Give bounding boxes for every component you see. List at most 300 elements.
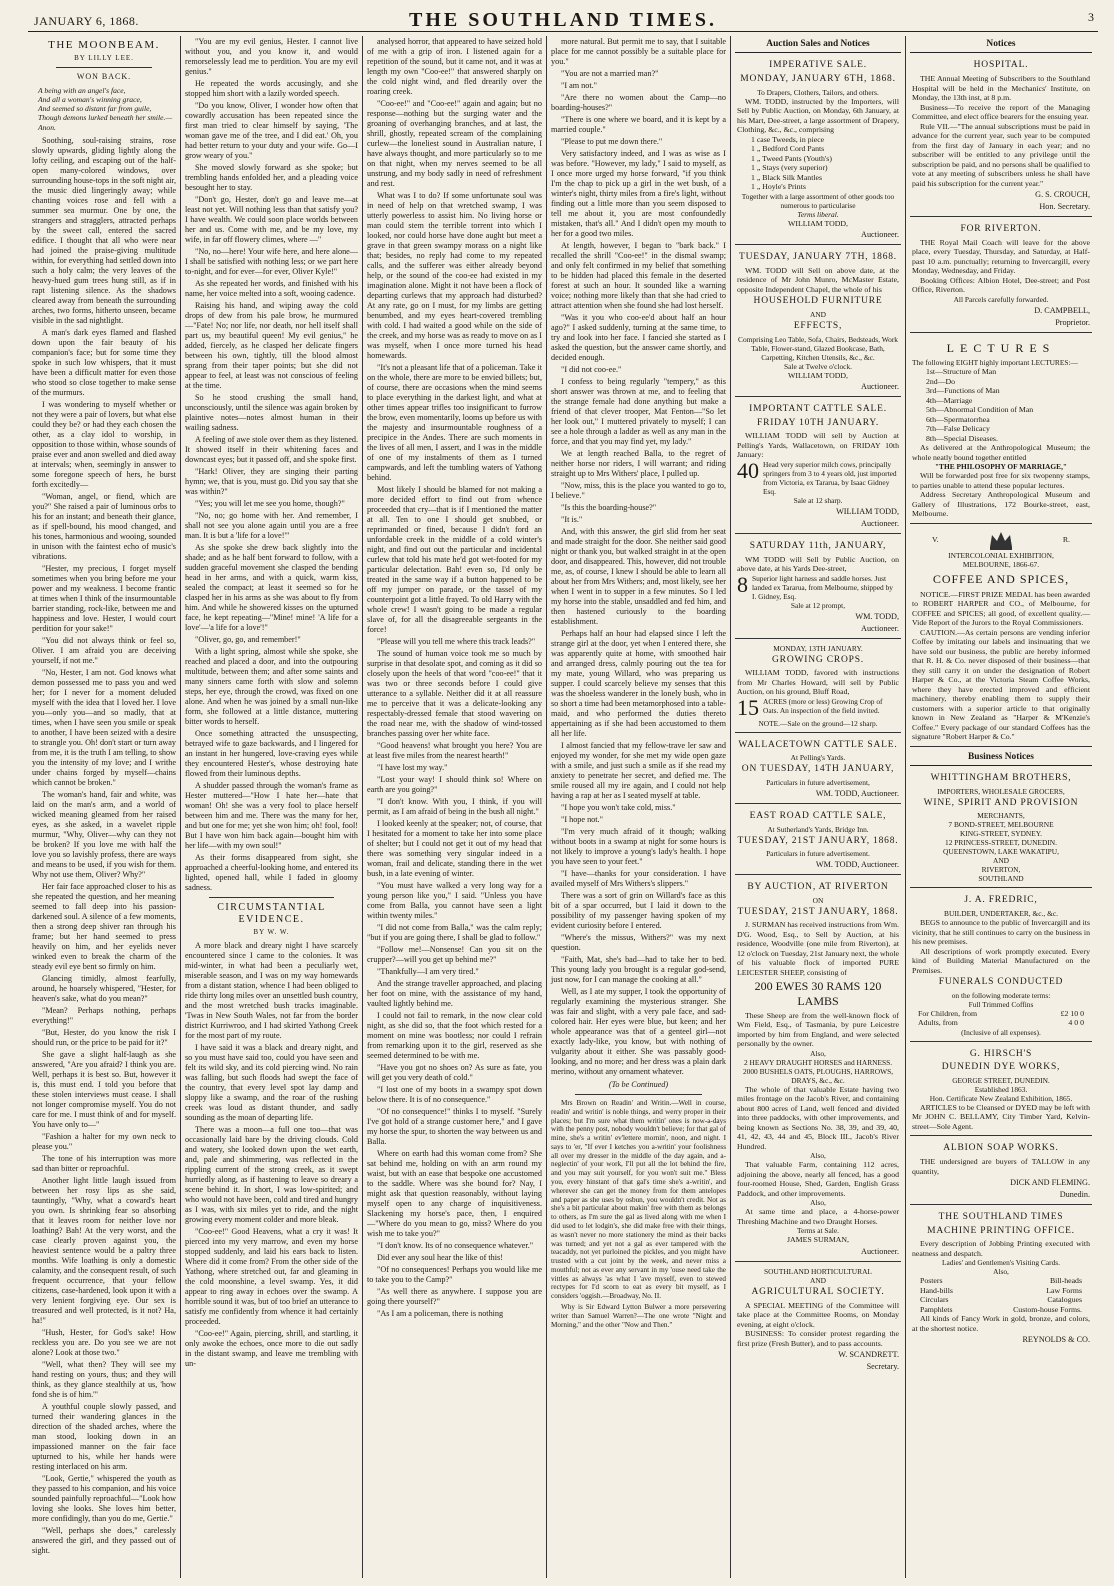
list-item: 1 „ Tweed Pants (Youth's) xyxy=(751,153,832,163)
column-notices xyxy=(906,37,1096,1577)
ad-line: AND xyxy=(809,309,826,319)
divider xyxy=(56,67,152,68)
ad-line: MERCHANTS, xyxy=(977,811,1025,821)
to-be-continued: (To be Continued) xyxy=(608,1080,669,1089)
paragraph: "I did not come from Balla," was the calm reply; "but if you are going there, I shall be glad to follow." xyxy=(367,923,542,942)
auction-ad xyxy=(735,56,901,245)
paragraph: Mrs Brown on Readin' and Writin.—Well in course, readin' and writin' is noble things, and werry proper in their places; but I'm sure what them writin' ones is now-a-days with the penny post, nobody wouldn't believe; for that gal of mine, she's a writin' ev'lettere mornin', noon, and night. I says to 'er, "If ever I ketches you a-writin' your foolishness all over my dresser in the middle of the day again, and a-neglectin' of your work, I'll put all the lot behind the fire, and you may suit yourself, for you won't suit me." Bless you, every hinstant of that gal's time she's a-writin', and wherever she can get the money from for them antelopes and paper as she uses by osbun, you wouldn't credit. Not as she's a bit particular about makin' free with them as belongs to others, as I'm sure the gal as lived along with me when I did used to let lodgin's, she did make free with their things, as wasn't never no more stationery the mind as their backs was turned; and yet not a gal as ever tampered with the teacaddy, not yet purloined the pickles, and you might have trusted with a cut joint by the week, and never miss a mouthful; not as ever any servant in my 'ouse need take the vittles as always 'as what I 'ave myself, even to stewed rectypes for I'd scorn to eat as every bit myself, as I considers 'oggish.—Broadway, No. II. xyxy=(551,1099,726,1301)
ad-number: 40 xyxy=(737,457,759,483)
ad-title: FOR RIVERTON. xyxy=(960,224,1042,235)
ad-signature: JAMES SURMAN, xyxy=(787,1235,849,1245)
paragraph: "I have lost my way." xyxy=(377,763,448,772)
ad-body: WM. TODD will Sell on above date, at the residence of Mr John Munro, McMaster Estate, opposite Independent Chapel, the whole of his xyxy=(737,265,899,294)
paragraph: Another light little laugh issued from between her rosy lips as she said, tauntingly, "Why, what a coward's heart you own. Is shrinking fear so absorbing that it leaves room for neither love nor loathing? Bah! At the very worst, and the case clearly proven against you, the heaviest sentence would be a paltry three months. Wife loathing is only a domestic calamity, and the consequent result, of such frequent occurrence, that your fellow citizens, case-hardened, look upon it with a very lenient forgiving eye. Our sex is treasured and well protected, is it not? Ha, ha!" xyxy=(32,1175,176,1325)
list-item: 4th—Marriage xyxy=(926,395,973,405)
ad-title: SOUTHLAND HORTICULTURAL xyxy=(764,1266,872,1276)
paragraph: "Do you know, Oliver, I wonder how often that cowardly accusation has been repeated since the first man tried to clear himself by saying, 'The woman gave me of the tree, and I did eat.' Oh, you had better return to your duty and your wife. Go—I grow weary of you." xyxy=(185,101,358,160)
paragraph: The woman's hand, fair and white, was laid on the man's arm, and a world of wicked meaning gleamed from her raised eyes, as she asked, in a wavelet ripple murmur, "Why, Oliver—why can they not be broken? If you love me with half the love you so lavishly profess, there are ways and means to be used, if you wish for them. Why not use them, Oliver? Why?" xyxy=(32,789,176,879)
paragraph: I was wondering to myself whether or not they were a pair of lovers, but what else could they be? or had they each chosen the other, as a clay idol to worship, in opposition to those within, whose sounds of praise ever and anon swelled and died away at intervals; when, seemingly in answer to some foregone speech of hers, he burst forth excitedly— xyxy=(32,399,176,489)
ad-title: LECTURES xyxy=(946,340,1056,355)
ad-signature: D. CAMPBELL, xyxy=(1034,305,1090,315)
ad-role: Secretary. xyxy=(866,1362,899,1372)
paragraph: Well, as I ate my supper, I took the opportunity of regularly examining the mysterious stranger. She was fair and slight, with a very pale face, and sad-colored hair. Her eyes were blue, but keen; and her whole appearance was that of a genteel girl—not exactly lady-like, you know, but with nothing of vulgarity about it either. She was passably good-looking, and no more; and her dress was a plain dark merino, without any ornament whatever. xyxy=(551,987,726,1076)
epigraph-line: A being with an angel's face, xyxy=(38,85,126,95)
list-item: 1 „ Black Silk Mantles xyxy=(751,172,823,182)
paragraph: "There is one where we board, and it is kept by a married couple." xyxy=(551,115,726,134)
ad-line: Superior light harness and saddle horses. Just landed ex Tararua, from Melbourne, shipped by I. Gidney, Esq. xyxy=(752,573,893,601)
list-item: 1st—Structure of Man xyxy=(926,367,997,377)
ad-line: AND xyxy=(992,856,1009,866)
service-item: Hand-bills xyxy=(920,1285,953,1295)
divider xyxy=(575,1094,702,1095)
service-item: Pamphlets xyxy=(920,1304,953,1314)
paragraph: I confess to being regularly "tempery," as this short answer was thrown at me, and to feeling that the strange female had done anything but make a friend of that clever trooper, Mat Fenton—"So let her look out," I muttered privately to myself; I can see a hole through a ladder as well as any man in the force, and that you may find yet, my lady." xyxy=(551,377,726,446)
paragraph: Did ever any soul hear the like of this! xyxy=(377,1253,503,1262)
paragraph: Glancing timidly, almost fearfully, around, he hoarsely whispered, "Hester, for heaven's sake, what do you mean?" xyxy=(32,973,176,1003)
epigraph-line: And all a woman's winning grace, xyxy=(38,94,142,104)
ad-line: Also, xyxy=(810,1151,826,1161)
ad-line: AND xyxy=(809,1275,826,1285)
paragraph: "I did not coo-ee." xyxy=(561,365,622,374)
paragraph: "You are my evil genius, Hester. I cannot live without you, and you know it, and would remorselessly lead me to perdition. You are my evil genius." xyxy=(185,37,358,76)
list-item: 1 „ Stays (very superior) xyxy=(751,163,828,173)
ad-line: 2 HEAVY DRAUGHT HORSES and HARNESS. xyxy=(743,1057,893,1067)
paragraph: With a light spring, almost while she spoke, she reached and placed a door, and into the outpouring multitude, between them; and after some saints and many sinners came forth with slow and solemn steps, her eye, through the crowd, was fixed on one alone. And when he was joined by a small nun-like form, she followed at a little distance, muttering bitter words to herself. xyxy=(185,647,358,726)
ad-body: The whole of that valuable Estate having two miles frontage on the Jacob's River, and containing about 800 acres of Land, well fenced and divided into three paddocks, with other improvements, and being known as Sections No. 38, 39, and 39, 40, 41, 42, 43, 44 and 45, Block III., Jacob's River Hundred. xyxy=(737,1084,899,1151)
service-item: Custom-house Forms. xyxy=(1013,1304,1082,1314)
auction-ad xyxy=(735,248,901,397)
section-header: Business Notices xyxy=(910,750,1092,766)
paragraph: The sound of human voice took me so much by surprise in that desolate spot, and coming as it did so closely upon the heels of that word "coo-ee!" that it was two or three seconds before I could give utterance to a syllable. Neither did it at all reassure me to perceive that it was a delicate-looking any respectably-dressed female that stood wavering on the road near me, with the shadow of wind-tossed branches passing over her white face. xyxy=(367,649,542,738)
paragraph: At length, however, I began to "bark back." I recalled the shrill "Coo-ee!" in the dismal swamp; and only felt confirmed in my belief that something to be hidden had placed this female in the deserted forest at such an hour. It sounded like a warning voice; nothing more likely than that she had cried to attract attention when she found she had lost herself. xyxy=(551,241,726,310)
ad-title: BY AUCTION, AT RIVERTON xyxy=(747,882,889,893)
paragraph: "Well, perhaps she does," carelessly answered the girl, and they passed out of sight. xyxy=(32,1525,176,1555)
ad-body: ARTICLES to be Cleansed or DYED may be left with Mr JOHN C. BELLAMY, City Timber Yard, Kelvin-street—Sole Agent. xyxy=(912,1102,1090,1131)
ad-line: Full Trimmed Coffins xyxy=(968,999,1034,1009)
ad-line: At Sutherland's Yards, Bridge Inn. xyxy=(767,824,869,834)
ad-role: Hon. Secretary. xyxy=(1039,202,1090,212)
price-label: Adults, from xyxy=(918,1018,958,1028)
ad-line: 7 BOND-STREET, MELBOURNE xyxy=(948,820,1054,830)
ad-body: NOTICE.—FIRST PRIZE MEDAL has been awarded to ROBERT HARPER and CO., of Melbourne, for COFFEE and SPICES; all good, of excellent quality.—Vide Report of the Jurors to the Royal Commissioners. xyxy=(912,589,1090,628)
ad-item xyxy=(737,571,899,601)
price-label: For Children, from xyxy=(918,1008,978,1018)
ad-body: J. SURMAN has received instructions from Wm. D'G. Wood, Esq., to Sell by Auction, at his residence, Woodville (one mile from Riverton), at 12 o'clock on Tuesday, 21st January next, the whole of his valuable flock of imported PURE LEICESTER SHEEP, consisting of xyxy=(737,920,900,977)
story-byline: BY W. W. xyxy=(253,928,290,937)
auction-ad xyxy=(735,807,901,875)
crest-letter: R. xyxy=(1062,535,1070,545)
paragraph: analysed horror, that appeared to have seized hold of me with a grip of iron. I listened again for a repetition of the sound, but it came not, and it was at length my own "Coo-ee!" that answered sharply on the cold night wind, and fled drearily over the roaring creek. xyxy=(367,37,542,96)
service-item: Law Forms xyxy=(1046,1285,1082,1295)
paragraph: There was a moon—a full one too—that was occasionally laid bare by the driving clouds. Cold and watery, she looked down upon the wet earth, and, pale and shimmering, was reflected in the rippling current of the strong creek, as it swept hurriedly along, as if hastening to leave so dreary a scene behind it. In short, I was low-spirited; and who would not have been, cold and tired and hungry as I was, with six miles yet to ride, and the night growing every moment colder and more bleak. xyxy=(185,1124,358,1224)
ad-line: Sale at 12 prompt, xyxy=(790,600,846,610)
ad-line: Particulars in future advertisement, xyxy=(766,777,870,787)
ad-body: Rule VII.—"The annual subscriptions must be paid in advance for the current year, such year to be computed from the first day of January in each year; and no subscriber will be entitled to any privilege until the subscription be paid, and no persons shall be qualified to vote at any meeting of subscribers unless he shall have paid his subscription for the current year." xyxy=(912,121,1090,188)
ad-body: BUSINESS: To consider protest regarding the first prize (Fresh Butter), and to pass accounts. xyxy=(737,1329,899,1348)
paragraph: I have said it was a black and dreary night, and so you must have said too, could you have seen and felt its wild sky, and its cold piercing wind. No rain was falling, but such floods had swept the face of the country, that every level spot lay damp and sloppy like a swamp, and the roar of the rushing creek was loud as distant thunder, and sadly sounding as the moan of departing life. xyxy=(185,1042,358,1122)
paragraph: "Oliver, go, go, and remember!" xyxy=(195,635,301,644)
ad-line: MELBOURNE, 1866-67. xyxy=(962,559,1040,569)
ad-body: All descriptions of work promptly executed. Every kind of Building Material Manufactured on the Premises. xyxy=(912,946,1090,975)
ad-line: Also, xyxy=(810,1198,826,1208)
ad-highlight: 200 EWES 30 RAMS 120 LAMBS xyxy=(754,979,882,1009)
royal-crest xyxy=(912,529,1090,551)
paragraph: "No, Hester, I am not. God knows what demon possessed me to pass you and wed her; for I never for a moment deluded myself with the idea that I loved her. I love you—only you—and so madly, that at times, when I have seen you smile or speak to another, I have been seized with a desire to strangle you. Oh! don't start or turn away from me, it is the truth I am telling, to show you the intensity of my love; and I writhe under chains forged by myself—chains which cannot be broken." xyxy=(32,667,176,787)
paragraph: What was I to do? If some unfortunate soul was in need of help on that wretched swamp, I was utterly powerless to assist him. No living horse or man could stem the terrible torrent into which I looked, nor could horse have done aught but meet a grave in that green swampy morass on a night like that; besides, no reply had come to my repeated calls, and the sufferer was either already beyond help, or the sound of the coo-ee had existed in my imagination alone. Might it not have been a flock of departing curlews that my approach had disturbed? At any rate, go on I must, for my limbs are getting benumbed, and my eyes heart-covered trembling with cold. I had waited a good while on the side of the creek, and my horse was as ready to move on as I was myself, when I once more turned his head homewards. xyxy=(367,191,542,360)
paragraph: "Now, miss, this is the place you wanted to go to, I believe." xyxy=(551,481,726,500)
ad-line: GEORGE STREET, DUNEDIN. xyxy=(952,1075,1050,1085)
ad-role: Auctioneer. xyxy=(861,1246,899,1256)
section-header: Auction Sales and Notices xyxy=(735,37,901,53)
ad-signature: WILLIAM TODD, xyxy=(788,218,848,228)
paragraph: "Please will you tell me where this track leads?" xyxy=(377,637,536,646)
business-ad xyxy=(910,1139,1092,1205)
epigraph xyxy=(32,86,176,132)
business-ad xyxy=(910,769,1092,888)
ad-body: A SPECIAL MEETING of the Committee will take place at the Committee Rooms, on Monday evening, at eight o'clock. xyxy=(737,1300,899,1329)
ad-line: Sale at 12 sharp. xyxy=(793,495,843,505)
ad-line: Also, xyxy=(810,1048,826,1058)
paragraph: "It is." xyxy=(561,515,583,524)
masthead xyxy=(28,6,1098,32)
auction-ad xyxy=(735,400,901,534)
section-header: Notices xyxy=(910,37,1092,53)
paragraph: We at length reached Balla, to the regret of neither horse nor riders, I will warrant; and riding straight up to Mrs Withers' place, I pulled up. xyxy=(551,449,726,478)
ad-date: TUESDAY, 21ST JANUARY, 1868. xyxy=(737,835,899,846)
ad-line: Terms liberal. xyxy=(797,209,839,219)
ad-signature: G. S. CROUCH, xyxy=(1035,190,1090,200)
ad-title: GROWING CROPS. xyxy=(772,654,864,665)
auction-ad xyxy=(735,642,901,733)
paragraph: "Don't go, Hester, don't go and leave me—at least not yet. Will nothing less than that satisfy you? I have wealth. We could soon place worlds between her and us. Come with me, and be my love, my wife, in far off flowery climes, where —" xyxy=(185,195,358,244)
paragraph: As she spoke she drew back slightly into the shade; and as he half bent forward to follow, with a sudden graceful movement she clasped the bending head in her arms, and with a quick, warm kiss, sealed the compact; at least it seemed so for he clasped her in his arms as she was about to fly from him. And while he showered kisses on the upturned face, he kept repeating—"Mine! mine! 'A life for a love'—'a life for a love'!" xyxy=(185,543,358,632)
ad-role: Proprietor. xyxy=(1055,317,1090,327)
story-byline: BY LILLY LEE. xyxy=(74,54,134,63)
paragraph: The tone of his interruption was more sad than bitter or reproachful. xyxy=(32,1153,176,1173)
ad-title: EAST ROAD CATTLE SALE, xyxy=(749,811,887,822)
paragraph: A youthful couple slowly passed, and turned their wandering glances in the direction of the shaded arches, where the man stood, looking down in an impassioned manner on the fair face upturned to his, while her hands were resting interlaced on his arm. xyxy=(32,1401,176,1471)
paragraph: As she repeated her words, and finished with his name, her voice melted into a soft, wooing cadence. xyxy=(185,279,358,298)
ad-body: BEGS to announce to the public of Invercargill and its vicinity, that he still continues to carry on the business in his new premises. xyxy=(912,918,1090,947)
ad-body: That valuable Farm, containing 112 acres, adjoining the above, nearly all fenced, has a good four-roomed House, Shed, Garden, English Grass Paddock, and other improvements. xyxy=(737,1160,899,1198)
epigraph-line: Though demons lurked beneath her smile.—Anon. xyxy=(38,113,173,132)
paragraph: As their forms disappeared from sight, she approached a cheerful-looking home, and entered its lighted, opened hall, while I faded in gloomy sadness. xyxy=(185,853,358,892)
paragraph: Once something attracted the unsuspecting, betrayed wife to gaze backwards, and I lingered for an instant in her hungered, love-craving eyes while they encountered Hester's, whose destroying hate flowed from their luminous depths. xyxy=(185,729,358,778)
ad-line: IMPORTERS, WHOLESALE GROCERS, xyxy=(937,786,1065,796)
ad-signature: REYNOLDS & CO. xyxy=(1022,1335,1090,1345)
issue-date: JANUARY 6, 1868. xyxy=(34,14,139,28)
paragraph: "Are there no women about the Camp—no boarding-houses?" xyxy=(551,93,726,112)
column-3 xyxy=(363,37,546,1577)
paragraph: "Coo-ee!" Good Heavens, what a cry it was! It pierced into my very marrow, and even my horse stopped suddenly, and laid his ears back to listen. Where did it come from? From the other side of the Yathong, where stretched out, far and gleaming in the cold moonshine, a level swamp. Yes, it did appear to ring away in echoes over the swamp. A horrible sound it was, but of too brief an utterance to satisfy me confidently from whence it had certainly proceeded. xyxy=(185,1226,358,1326)
list-item: 6th—Spermatorrhea xyxy=(926,414,990,424)
paragraph: "Well, what then? They will see my hand resting on yours, thus; and they will think, as they glance stealthily at us, 'how fond she is of him.'" xyxy=(32,1359,176,1399)
ad-line: At Pelling's Yards. xyxy=(790,753,846,763)
ad-title: COFFEE AND SPICES, xyxy=(932,571,1070,586)
story-title: THE MOONBEAM. xyxy=(48,39,160,51)
newspaper-title: THE SOUTHLAND TIMES. xyxy=(408,9,718,31)
story-title: CIRCUMSTANTIAL EVIDENCE. xyxy=(217,902,326,926)
paragraph: "Follow me!—Nonsense! Can you sit on the crupper?—will you get up behind me?" xyxy=(367,945,542,964)
ad-body: CAUTION.—As certain persons are vending inferior Coffee by imitating our labels and insinuating that we have sold our business, the public are hereby informed that R. H. & Co. never disposed of their business—that they still carry it on under the designation of Robert Harper & Co., at the Victoria Steam Coffee Works, where they have erected improved and efficient machinery, thereby enabling them to supply their customers with a superior article to that originally known in New Zealand as "Harper & M'Kenzie's Coffee." Every package of our standard Coffees has the signature "Robert Harper & Co." xyxy=(912,627,1090,742)
paragraph: "Of no consequences! Perhaps you would like me to take you to the Camp?" xyxy=(367,1265,542,1284)
ad-body: Address Secretary Anthropological Museum and Gallery of Illustrations, 172 Bourke-street, east, Melbourne. xyxy=(912,490,1090,519)
business-ad xyxy=(910,1208,1092,1349)
auction-ad xyxy=(735,878,901,1262)
price-row xyxy=(912,1009,1090,1019)
notice-ad xyxy=(910,336,1092,524)
ad-role: Auctioneer. xyxy=(861,230,899,240)
paragraph: "Where's the missus, Withers?" was my next question. xyxy=(551,933,726,952)
divider xyxy=(209,897,334,898)
ad-line: Also, xyxy=(993,1267,1009,1277)
ad-line: ON xyxy=(812,895,824,905)
column-4 xyxy=(547,37,730,1577)
service-item: Circulars xyxy=(920,1295,949,1305)
ad-item xyxy=(737,694,899,720)
ad-title: ALBION SOAP WORKS. xyxy=(943,1143,1059,1154)
paragraph: And the strange traveller approached, and placing her foot on mine, with the assistance of my hand, vaulted lightly behind me. xyxy=(367,979,542,1008)
service-row xyxy=(912,1295,1090,1305)
ad-date: TUESDAY, 21ST JANUARY, 1868. xyxy=(737,906,899,917)
paragraph: "It's not a pleasant life that of a policeman. Take it on the whole, there are more to be envied billets; but, of course, there are occasions when the mind seems to place everything in the darkest light, and what at other times appear trifles too insignificant to furrow the brow, even momentarily, looms up before us with the majesty and insurmountable roughness of a precipice in the Andes. There are such moments in the lives of all men, I assert, and I was in the middle of one of my instalments of them as I turned campwards, and left the tumbling waters of Yathong behind. xyxy=(367,363,542,482)
ad-line: RIVERTON, xyxy=(981,865,1021,875)
column-2 xyxy=(181,37,362,1577)
paragraph: "You must have walked a very long way for a young person like you," I said. "Unless you have come from Balla, you cannot have seen a light within twenty miles." xyxy=(367,881,542,920)
ad-line: "THE PHILOSOPHY OF MARRIAGE," xyxy=(934,462,1068,472)
auction-ad xyxy=(735,1265,901,1376)
paragraph: A more black and dreary night I have scarcely encountered since I came to the colonies. It was mid-winter, in what had been a peculiarly wet, miserable season, and I was on my way homewards from a distant station, whence I had been obliged to ride thirty long miles over an unsettled bush country, and the most wretched bush tracks imaginable. 'Twas in New South Wales, not far from the border district Kurriwroo, and I had skirted Yathong Creek for the most part of my route. xyxy=(185,940,358,1040)
notice-ad xyxy=(910,56,1092,217)
price-row xyxy=(912,1018,1090,1028)
service-row xyxy=(912,1286,1090,1296)
ad-date: SATURDAY 11th, JANUARY, xyxy=(749,540,887,551)
paragraph: "Coo-ee!" Again, piercing, shrill, and startling, it only awoke the echoes, once more to die out sadly in the distant swamp, and leave me trembling with un- xyxy=(185,1328,358,1368)
paragraph: "Of no consequence!" thinks I to myself. "Surely I've got hold of a strange customer here," and I gave my horse the spur, to shorten the way between us and Balla. xyxy=(367,1107,542,1146)
ad-title: EFFECTS, xyxy=(793,320,843,331)
paragraph: "No, no; go home with her. And remember, I shall not see you alone again until you are a free man. It is but a 'life for a love!'" xyxy=(185,511,358,540)
paragraph: "I have—thanks for your consideration. I have availed myself of Mrs Withers's slippers." xyxy=(551,869,726,888)
ad-body: THE Royal Mail Coach will leave for the above place, every Tuesday, Thursday, and Saturday, at Half-past 10 a.m. punctually; returning to Invercargill, every Monday, Wednesday, and Friday. xyxy=(912,237,1090,276)
ad-title: J. A. FREDRIC, xyxy=(964,895,1038,906)
business-ad xyxy=(910,891,1092,1041)
ad-line: ACRES (more or less) Growing Crop of Oats. An inspection of the field invited. xyxy=(763,696,883,715)
ad-signature: WM. TODD, Auctioneer. xyxy=(815,860,899,870)
paragraph: "Is this the boarding-house?" xyxy=(561,503,657,512)
column-1 xyxy=(28,37,180,1577)
ad-title: WHITTINGHAM BROTHERS, xyxy=(930,773,1072,783)
paragraph: "Mean? Perhaps nothing, perhaps everything!" xyxy=(32,1005,176,1025)
list-item: 5th—Abnormal Condition of Man xyxy=(926,405,1034,415)
price-value: £2 10 0 xyxy=(1060,1008,1084,1018)
ad-line: KING-STREET, SYDNEY. xyxy=(959,829,1043,839)
ad-date: FRIDAY 10TH JANUARY. xyxy=(756,417,880,428)
ad-number: 15 xyxy=(737,694,759,720)
paragraph: "Good heavens! what brought you here? You are at least five miles from the nearest hearth!" xyxy=(367,741,542,760)
notice-ad xyxy=(910,220,1092,333)
paragraph: "I hope you won't take cold, miss." xyxy=(561,803,676,812)
ad-line: 12 PRINCESS-STREET, DUNEDIN. xyxy=(945,838,1057,848)
ad-item xyxy=(737,457,899,496)
paragraph: "Have you got no shoes on? As sure as fate, you will get you very death of cold." xyxy=(367,1063,542,1082)
paragraph: "Woman, angel, or fiend, which are you?" She raised a pair of luminous orbs to his for an instant; and beneath their glance, as if spell-bound, his mood changed, and his tones, harmonious and wooing, sounded in unison with the faintest echo of music's vibrations. xyxy=(32,491,176,561)
service-row xyxy=(912,1276,1090,1286)
epigraph-line: And seemed so distant far from guile, xyxy=(38,104,152,114)
service-item: Catalogues xyxy=(1047,1295,1082,1305)
list-item: 7th—False Delicacy xyxy=(926,424,990,434)
paragraph: "You are not a married man?" xyxy=(561,69,659,78)
paragraph: "Fashion a halter for my own neck to please you." xyxy=(32,1131,176,1151)
list-item: 1 „ Bedford Cord Pants xyxy=(751,144,825,154)
ad-signature: WILLIAM TODD, xyxy=(836,506,899,516)
ad-line: Comprising Leo Table, Sofa, Chairs, Bedsteads, Work Table, Flower-stand, Glazed Bookcase, Bath, Carpetting, Kitchen Utensils, &c., &c. xyxy=(738,334,898,362)
ad-title: G. HIRSCH'S xyxy=(969,1048,1033,1059)
paragraph: "Thankfully—I am very tired." xyxy=(377,967,479,976)
ad-body: Will be forwarded post free for six twopenny stamps, to parties unable to attend these popular lectures. xyxy=(912,471,1090,490)
list-item: 2nd—Do xyxy=(926,376,956,386)
ad-body: WM. TODD, instructed by the Importers, will Sell by Public Auction, on Monday, 6th January, at his Mart, Dee-street, a large assortment of Drapery, Clothing, &c., &c., comprising xyxy=(737,96,899,135)
paragraph: She moved slowly forward as she spoke; but trembling hands enfolded her, and a pleading voice besought her to stay. xyxy=(185,163,358,192)
paragraph: A shudder passed through the woman's frame as Hester muttered—"How I hate her—hate that woman! Oh! she was a very fool to place herself between him and me. There was the many for her, and but one for me; yet she won him; oh! fool, fool! But I have won him back again—bought him with her life—with my own soul!" xyxy=(185,781,358,850)
ad-body: THE undersigned are buyers of TALLOW in any quantity, xyxy=(912,1157,1090,1176)
paragraph: A man's dark eyes flamed and flashed down upon the fair beauty of his companion's face; but for some time they spoke in such low whispers, that it must have been a difficult matter for even those who stood so close together to make sense of the murmurs. xyxy=(32,327,176,397)
ad-body: These Sheep are from the well-known flock of Wm Field, Esq., of Tasmania, by pure Leicestre imported by him from England, and were selected personally by the owner. xyxy=(737,1010,899,1049)
ad-date: MONDAY, JANUARY 6TH, 1868. xyxy=(740,74,896,85)
paragraph: And, with this answer, the girl slid from her seat and made straight for the door. She neither said good night or thank you, but walked straight in at the open door, and disappeared. This, however, did not trouble me, as, of course, I knew I should be able to learn all about her from Mrs Withers; and, most likely, see her when I went in to supper in a few minutes. So I led my horse into the stable, unsaddled and fed him, and then hastened curiously to the boarding establishment. xyxy=(551,527,726,626)
ad-date: ON TUESDAY, 14TH JANUARY, xyxy=(741,764,895,775)
ad-line: NOTE.—Sale on the ground—12 sharp. xyxy=(758,718,878,728)
paragraph: "Look, Gertie," whispered the youth as they passed to his companion, and his voice sounded painfully reproachful—"Look how loving she looks. She loves him better, more confidingly, than you do me, Gertie." xyxy=(32,1473,176,1523)
ad-role: Dunedin. xyxy=(1059,1190,1090,1200)
paragraph: A feeling of awe stole over them as they listened. It showed itself in their whitening faces and downcast eyes; but it passed off, and she spoke first. xyxy=(185,435,358,464)
paragraph: Most likely I should be blamed for not making a more decided effort to find out from whence proceeded that cry—that is if I mentioned the matter at all. Ten to one I should get snubbed, or reprimanded or fined, because I didn't ford an unfordable creek in the middle of a cold winter's night, and find out out the particular and incidental curlew that told his mate he'd got wet-footed for my particular delectation. Bah! even so, I'd only be treated in the same way if a button happened to be off my jumper on parade, or the tassel of my counterpoint got a little frayed. To old Harry with the whole crew! I wasn't going to be made a regular slave of, for all the disagreeable sergeants in the force! xyxy=(367,485,542,634)
business-ad xyxy=(910,1045,1092,1137)
ad-body: Every description of Jobbing Printing executed with neatness and despatch. xyxy=(912,1239,1090,1258)
service-item: Bill-heads xyxy=(1049,1276,1082,1286)
notice-ad xyxy=(910,527,1092,747)
ad-title: AGRICULTURAL SOCIETY. xyxy=(751,1286,885,1297)
paragraph: Soothing, soul-raising strains, rose slowly upwards, gliding lightly along the lofty ceiling, and escaping out of the half-open many-colored windows, over surrounding house-tops in the soft night air, the music died lingeringly away; while chanting voices rose and fell with a summer sea murmur. One by one, the strangers and stragglers, attracted perhaps by the sweet call, entered the sacred edifice. I thought that all who were near had joined the praise-giving multitude within, for everything had settled down into such a holy calm; the very leaves of the heavy-hued gum trees hung still, as if in rapt listening silence. As the shadows cleared away from beneath the surrounding arches, two forms, hitherto unseen, became visible in the sad nightlight. xyxy=(32,135,176,325)
paragraph: "No, no—here! Your wife here, and here alone—I shall be satisfied with nothing less; or we part here to-night, and for ever—for ever, Oliver Kyle!" xyxy=(185,247,358,276)
ad-title: IMPERATIVE SALE. xyxy=(769,60,867,71)
paragraph: "Yes; you will let me see you home, though?" xyxy=(195,499,345,508)
paragraph: "As well there as anywhere. I suppose you are going there yourself?" xyxy=(367,1287,542,1306)
paragraph: I almost fancied that my fellow-trave ler saw and enjoyed my wonder, for she met my wide open gaze with a smile, and just such a smile as if she read my anxiety to penetrate her secret, and defied me. The smile roused all my ire again, and I could not help having a rap at her as I seated myself at table. xyxy=(551,741,726,800)
paragraph: Very satisfactory indeed, and I was as wise as I was before. "However, my lady," I said to myself, as I once more urged my horse forward, "if you think I'm the chap to pick up a girl in the wet bush, of a winter's night, thirty miles from a fire's light, without finding out a little more than you seem disposed to tell me about it, you are most confoundedly mistaken, that's all." And I didn't open my mouth to her for a good two miles. xyxy=(551,149,726,238)
ad-signature: WM. TODD, Auctioneer. xyxy=(815,789,899,799)
paragraph: "I don't know. With you, I think, if you will permit, as I am afraid of being in the bush all night." xyxy=(367,797,542,816)
ad-line: on the following moderate terms: xyxy=(951,990,1051,1000)
paragraph: "I don't know. Its of no consequence whatever." xyxy=(377,1241,534,1250)
ad-role: Auctioneer. xyxy=(861,518,899,528)
paragraph: "Faith, Mat, she's bad—had to take her to bed. This young lady you brought is a regular god-send, just now, for I can manage the cooking at all." xyxy=(551,955,726,984)
ad-title: FUNERALS CONDUCTED xyxy=(938,977,1064,988)
ad-title: MACHINE PRINTING OFFICE. xyxy=(927,1225,1075,1236)
paragraph: "As I am a policeman, there is nothing xyxy=(377,1309,504,1318)
list-item: 3rd—Functions of Man xyxy=(926,386,1000,396)
ad-line: Established 1863. xyxy=(974,1084,1028,1094)
paragraph: I looked keenly at the speaker; not, of course, that I hesitated for a moment to take her into some place of shelter; but I could not get it out of my head that there was something very singular indeed in a woman, frail and delicate, standing there in the wet bush, in a late evening of winter. xyxy=(367,819,542,878)
ad-title: WALLACETOWN CATTLE SALE. xyxy=(738,739,898,750)
paragraph: Raising his hand, and wiping away the cold drops of dew from his pale brow, he murmured—"Fate! No; nor life, nor death, nor hell itself shall part us, my beautiful queen! My evil genius," he added, fiercely, as he clasped her delicate fingers between his own, tightly, till the blood almost sprang from their taper points; but she did not appear to feel, at least was not conscious of feeling at the time. xyxy=(185,301,358,390)
ad-signature: W. SCANDRETT. xyxy=(838,1350,899,1360)
page-number: 3 xyxy=(1088,10,1094,24)
ad-line: (Inclusive of all expenses). xyxy=(961,1027,1041,1037)
ad-title: INTERCOLONIAL EXHIBITION, xyxy=(948,550,1054,560)
paragraph: "But, Hester, do you know the risk I should run, or the price to be paid for it?" xyxy=(32,1027,176,1047)
ad-role: Auctioneer. xyxy=(861,623,899,633)
ad-body: WILLIAM TODD will sell by Auction at Pelling's Yards, Wallacetown, on FRIDAY 10th January: xyxy=(737,431,899,460)
ad-line: Particulars in future advertisement. xyxy=(766,849,870,859)
paragraph: He repeated the words accusingly, and she stopped him short with a lazily worded speech. xyxy=(185,79,358,98)
ad-line: Together with a large assortment of other goods too numerous to particularise xyxy=(741,191,895,210)
ad-date: MONDAY, 13TH JANUARY. xyxy=(773,643,863,653)
ad-title: HOUSEHOLD FURNITURE xyxy=(753,296,883,307)
paragraph: "I'm very much afraid of it though; walking without boots in a swamp at night for some hours is not likely to improve a young's lady's health. I hope you have seen to your feet." xyxy=(551,827,726,866)
paragraph: "Hark! Oliver, they are singing their parting hymn; we, that is you, must go. Did you say that she was within?" xyxy=(185,467,358,496)
ad-body: As delivered at the Anthropological Museum; the whole neatly bound together entitled xyxy=(912,443,1090,462)
ad-body: All kinds of Fancy Work in gold, bronze, and colors, at the shortest notice. xyxy=(912,1314,1090,1333)
paragraph: "Coo-ee!" and "Coo-ee!" again and again; but no response—nothing but the surging water and the groaning of overhanging branches, and at last, the shrill, ghostly, repeated scream of the complaining curlew—the loneliest sound in Australian nature, I have always thought, and more particularly so to me on that night, when my nerves seemed to be all unstrung, and my body sadly in need of refreshment and rest. xyxy=(367,99,542,188)
ad-list xyxy=(737,135,899,192)
ad-date: TUESDAY, JANUARY 7TH, 1868. xyxy=(739,252,897,263)
ad-line: Terms at Sale. xyxy=(797,1226,839,1236)
column-auctions xyxy=(731,37,905,1577)
ad-body: WILLIAM TODD, favored with instructions from Mr Charles Howard, will sell by Public Auction, on his ground, Bluff Road, xyxy=(737,668,899,697)
list-item: 8th—Special Diseases. xyxy=(926,433,998,443)
paragraph: "I lost one of my boots in a swampy spot down below there. It is of no consequence." xyxy=(367,1085,542,1104)
paragraph: "Hush, Hester, for God's sake! How reckless you are. Do you see we are not alone? Look at those two." xyxy=(32,1327,176,1357)
ad-body: Booking Offices: Albion Hotel, Dee-street; and Post Office, Riverton. xyxy=(912,275,1090,295)
ad-line: All Parcels carefully forwarded. xyxy=(953,294,1049,304)
ad-line: QUEENSTOWN, LAKE WAKATIPU, xyxy=(943,847,1059,857)
paragraph: I could not fail to remark, in the now clear cold night, as she did so, that the foot which rested for a moment on mine was bootless; nor could I refrain from remarking upon it to the girl, reserved as she seemed determined to be with me. xyxy=(367,1011,542,1060)
ad-number: 8 xyxy=(737,571,748,597)
ad-role: Auctioneer. xyxy=(861,382,899,392)
paragraph: Her fair face approached closer to his as she repeated the question, and her meaning seemed to fall deep into his passion-darkened soul. A silence of a few moments, then a strong deep shiver ran through his frame; but her hand seemed to press heavily on him, and her eyelids never winked even to break the charm of the steady evil eye bent so firmly on him. xyxy=(32,881,176,971)
paragraph: Where on earth had this woman come from? She sat behind me, holding on with an arm round my waist, but with an ease that bespoke one accustomed to the saddle. Where was she bound for? Nay, I might ask that question reasonably, without laying myself open to any charge of inquisitiveness. Slackening my horse's pace, then, I enquired—"Where do you mean to go, miss? Where do you wish me to take you?" xyxy=(367,1149,542,1238)
ad-line: BUILDER, UNDERTAKER, &c., &c. xyxy=(944,909,1058,919)
ad-line: Hon. Certificate New Zealand Exhibition, 1865. xyxy=(929,1093,1073,1103)
ad-line: 2000 BUSHELS OATS, PLOUGHS, HARROWS, DRAYS, &c., &c. xyxy=(742,1066,894,1085)
chapter-title: WON BACK. xyxy=(76,71,132,81)
paragraph: She gave a slight half-laugh as she answered, "Are you afraid? I think you are. Well, perhaps it is best so. But, however it is, this must end. I told you before that these stolen interviews must cease. I shall not longer compromise myself. You do not care for me. I must think of and for myself. You have only to—" xyxy=(32,1049,176,1129)
auction-ad xyxy=(735,537,901,639)
paragraph: more natural. But permit me to say, that I suitable place for me cannot possibly be a suitable place for you." xyxy=(551,37,726,66)
ad-line: Ladies' and Gentlemen's Visiting Cards. xyxy=(941,1258,1061,1268)
ad-title: DUNEDIN DYE WORKS, xyxy=(941,1062,1061,1073)
crown-icon xyxy=(987,529,1015,551)
service-row xyxy=(912,1305,1090,1315)
ad-line: Sale at Twelve o'clock. xyxy=(784,361,852,371)
auction-ad xyxy=(735,736,901,804)
ad-body: WM TODD will Sell by Public Auction, on above date, at his Yards Dee-street, xyxy=(737,554,899,574)
ad-signature: DICK AND FLEMING. xyxy=(1010,1178,1090,1188)
ad-title: HOSPITAL. xyxy=(973,60,1029,71)
paragraph: "Hester, my precious, I forget myself sometimes when you bring before me your power and my weakness. I become frantic at times when I think of the insurmountable barrier standing, rock-like, between me and happiness and love. Hester, I would court perdition for your sake!" xyxy=(32,563,176,633)
ad-body: Business—To receive the report of the Managing Committee, and elect office bearers for the ensuing year. xyxy=(912,102,1090,122)
price-value: 4 0 0 xyxy=(1068,1018,1084,1028)
paragraph: Perhaps half an hour had elapsed since I left the strange girl at the door, yet when I entered there, she was apparently quite at home, with smoothed hair and arranged dress, calmly pouring out the tea for my mate, young Willard, who was preparing us supper. I could scarcely believe my senses that this was the shoeless wanderer in the lonely bush, who in so short a time had been metamorphosed into a table-maid, and who performed the duties thereto appertaining as if she had been accustomed to them all her life. xyxy=(551,629,726,738)
ad-line: To Drapers, Clothers, Tailors, and others. xyxy=(757,87,879,97)
list-item: 1 case Tweeds, in piece xyxy=(751,134,825,144)
ad-signature: WM. TODD, xyxy=(855,611,899,621)
ad-signature: WILLIAM TODD, xyxy=(788,370,848,380)
ad-body: THE Annual Meeting of Subscribers to the Southland Hospital will be held in the Mechanics' Institute, on Monday, the 13th inst, at 8 p.m. xyxy=(912,74,1090,103)
paragraph: "Was it you who coo-ee'd about half an hour ago?" I asked suddenly, turning at the same time, to try and look into her face. I fancied she started as I asked the question, but the answer came shortly, and decided enough. xyxy=(551,313,726,362)
paragraph: So he stood crushing the small hand, unconsciously, until the silence was again broken by plaintive notes—notes almost human in their wailing sadness. xyxy=(185,393,358,432)
paragraph: Why is Sir Edward Lytton Bulwer a more persevering writer than Samuel Warren?—The one wrote "Night and Morning," and the other "Now and Then." xyxy=(551,1302,726,1329)
